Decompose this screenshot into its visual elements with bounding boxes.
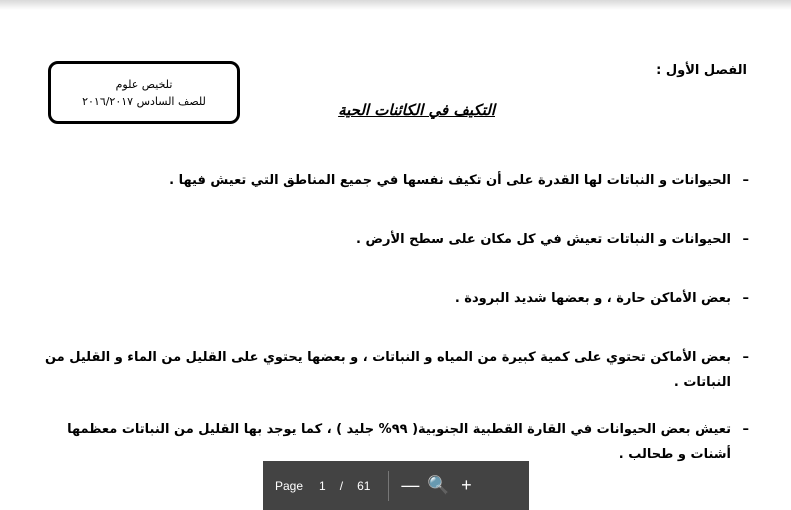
bullet-text: بعض الأماكن تحتوي على كمية كبيرة من المياه و النباتات ، و بعضها يحتوي على القليل من الماء و القليل من النباتات . <box>44 350 731 390</box>
chapter-heading: الفصل الأول : <box>656 63 747 78</box>
bullet-text: تعيش بعض الحيوانات في القارة القطبية الجنوبية( ٩٩% جليد ) ، كما يوجد بها القليل من النباتات معظمها أشنات و طحالب . <box>67 422 731 462</box>
document-title: التكيف في الكائنات الحية <box>338 101 495 119</box>
bullet-item <box>43 345 749 395</box>
bullet-marker: – <box>742 422 749 437</box>
zoom-icon[interactable]: 🔍 <box>427 475 450 495</box>
bullet-item <box>43 227 749 252</box>
page-viewer-toolbar <box>263 461 529 510</box>
zoom-in-button[interactable]: + <box>461 475 472 495</box>
page-label: Page <box>275 478 304 493</box>
summary-line-1: تلخيص علوم <box>115 78 173 91</box>
summary-line-2: للصف السادس ٢٠١٦/٢٠١٧ <box>82 95 206 108</box>
bullet-marker: – <box>742 232 749 247</box>
total-pages: 61 <box>357 478 371 493</box>
current-page-number[interactable]: 1 <box>319 478 326 493</box>
bullet-text: بعض الأماكن حارة ، و بعضها شديد البرودة . <box>454 291 731 306</box>
summary-box <box>48 61 240 124</box>
bullet-list <box>43 168 749 489</box>
toolbar-divider <box>388 471 389 501</box>
zoom-out-button[interactable]: — <box>401 475 420 495</box>
bullet-item <box>43 168 749 193</box>
bullet-text: الحيوانات و النباتات تعيش في كل مكان على سطح الأرض . <box>356 232 731 247</box>
bullet-marker: – <box>742 291 749 306</box>
bullet-marker: – <box>742 173 749 188</box>
bullet-text: الحيوانات و النباتات لها القدرة على أن تكيف نفسها في جميع المناطق التي تعيش فيها . <box>169 173 731 188</box>
bullet-marker: – <box>742 350 749 365</box>
page-separator: / <box>339 478 344 493</box>
bullet-item <box>43 286 749 311</box>
bullet-item <box>43 417 749 467</box>
